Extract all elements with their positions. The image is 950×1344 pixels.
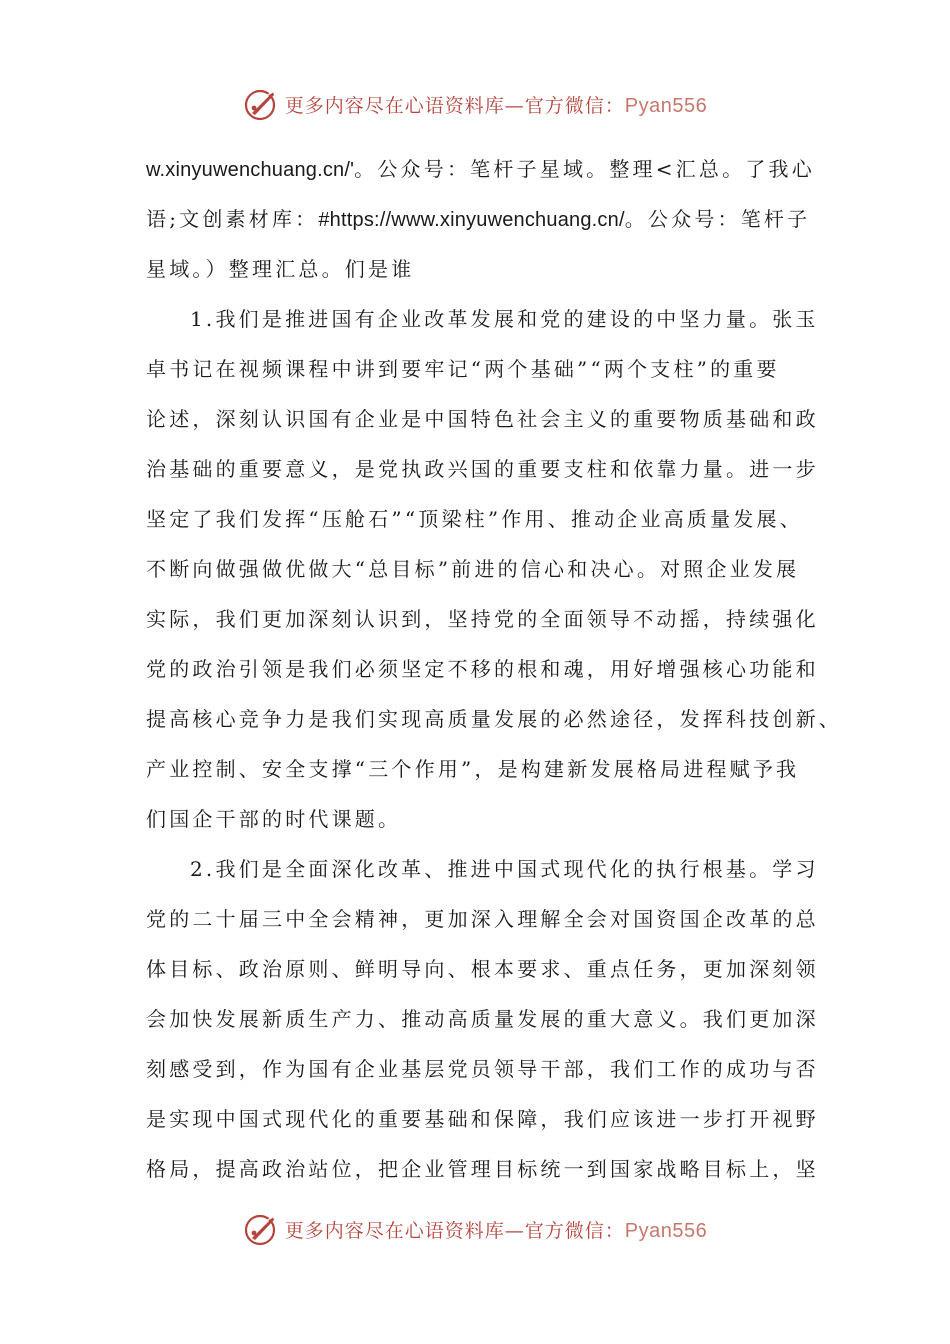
text-line: 卓书记在视频课程中讲到要牢记“两个基础”“两个支柱”的重要 xyxy=(146,357,780,381)
text-line: 不断向做强做优做大“总目标”前进的信心和决心。对照企业发展 xyxy=(146,557,800,581)
text-line: 星域。）整理汇总。们是谁 xyxy=(146,257,415,281)
paragraph-1-start: 1.我们是推进国有企业改革发展和党的建设的中坚力量。张玉 xyxy=(190,307,819,331)
text-line: 实际，我们更加深刻认识到，坚持党的全面领导不动摇，持续强化 xyxy=(146,607,819,631)
quill-logo-icon xyxy=(243,1211,279,1247)
footer-banner xyxy=(0,1207,950,1251)
text-line: 提高核心竞争力是我们实现高质量发展的必然途径，发挥科技创新、 xyxy=(146,707,842,731)
wechat-id: Pyan556 xyxy=(624,1219,708,1242)
text-line: 刻感受到，作为国有企业基层党员领导干部，我们工作的成功与否 xyxy=(146,1057,819,1081)
text-line: 格局，提高政治站位，把企业管理目标统一到国家战略目标上，坚 xyxy=(146,1157,819,1181)
text-line: 党的政治引领是我们必须坚定不移的根和魂，用好增强核心功能和 xyxy=(146,657,819,681)
text-line: 会加快发展新质生产力、推动高质量发展的重大意义。我们更加深 xyxy=(146,1007,819,1031)
banner-text: 更多内容尽在心语资料库—官方微信：Pyan556 xyxy=(284,94,708,117)
text-line: 坚定了我们发挥“压舱石”“顶梁柱”作用、推动企业高质量发展、 xyxy=(146,507,803,531)
text-line: 是实现中国式现代化的重要基础和保障，我们应该进一步打开视野 xyxy=(146,1107,819,1131)
text-line: 产业控制、安全支撑“三个作用”，是构建新发展格局进程赋予我 xyxy=(146,757,800,781)
text-line: 治基础的重要意义，是党执政兴国的重要支柱和依靠力量。进一步 xyxy=(146,457,819,481)
banner-text: 更多内容尽在心语资料库—官方微信：Pyan556 xyxy=(284,1219,708,1242)
header-banner xyxy=(0,82,950,126)
document-body xyxy=(146,144,842,1194)
text-line: w.xinyuwenchuang.cn/'。公众号：笔杆子星域。整理<汇总。了我心 xyxy=(146,157,815,181)
text-line: 论述，深刻认识国有企业是中国特色社会主义的重要物质基础和政 xyxy=(146,407,819,431)
text-line: 们国企干部的时代课题。 xyxy=(146,807,402,831)
text-line: 语;文创素材库：#https://www.xinyuwenchuang.cn/。公众号：笔杆子 xyxy=(146,207,811,231)
text-line: 体目标、政治原则、鲜明导向、根本要求、重点任务，更加深刻领 xyxy=(146,957,819,981)
paragraph-2-start: 2.我们是全面深化改革、推进中国式现代化的执行根基。学习 xyxy=(190,857,819,881)
text-line: 党的二十届三中全会精神，更加深入理解全会对国资国企改革的总 xyxy=(146,907,819,931)
wechat-id: Pyan556 xyxy=(624,94,708,117)
quill-logo-icon xyxy=(243,86,279,122)
